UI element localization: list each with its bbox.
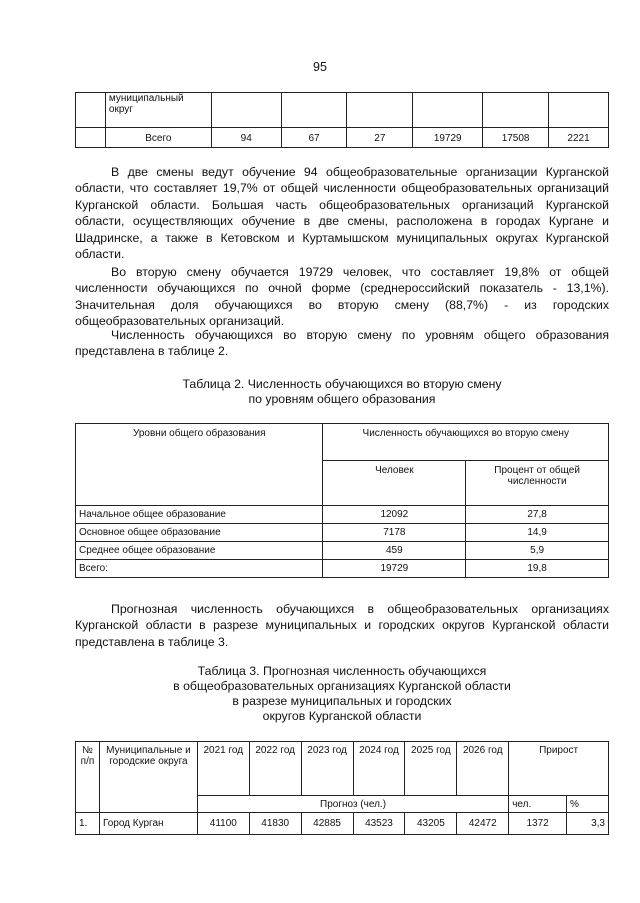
header-year: 2026 год <box>457 742 509 796</box>
total-label: Всего <box>105 128 211 148</box>
header-levels: Уровни общего образования <box>76 424 323 506</box>
header-year: 2021 год <box>197 742 249 796</box>
header-people: Человек <box>323 461 466 506</box>
table-cell: 17508 <box>483 128 549 148</box>
header-district: Муниципальные и городские округа <box>99 742 197 813</box>
header-year: 2025 год <box>405 742 457 796</box>
paragraph-3: Численность обучающихся во вторую смену по уровням общего образования представлена в таблице 2. <box>75 328 609 359</box>
paragraph-1: В две смены ведут обучение 94 общеобразовательные организации Курганской области, что составляет 19,7% от общей численности общеобразовательных организаций Курганской области. Большая часть общеобразовательных организаций Курганской области, осуществляющих обучение в две смены, расположена в городах Кургане и Шадринске, а также в Кетовском и Куртамышском муниципальных округах Курганской области. <box>75 165 609 262</box>
paragraph-4: Прогнозная численность обучающихся в общеобразовательных организациях Курганской области в разрезе муниципальных и городских округов Курганской области представлена в таблице 3. <box>75 602 609 649</box>
table-row: 1. Город Курган 41100 41830 42885 43523 43205 42472 1372 3,3 <box>76 813 609 835</box>
table-3 <box>75 741 609 835</box>
header-year: 2023 год <box>301 742 353 796</box>
header-year: 2024 год <box>353 742 405 796</box>
header-forecast: Прогноз (чел.) <box>197 796 508 813</box>
table-2 <box>75 423 609 578</box>
table-cell-district: муниципальный округ <box>105 93 211 128</box>
page-number: 95 <box>313 60 327 74</box>
table-1-continuation <box>75 92 609 148</box>
table-row: Среднее общее образование 459 5,9 <box>76 542 609 560</box>
table-cell: 2221 <box>549 128 609 148</box>
header-unit-percent: % <box>567 796 609 813</box>
table-cell: 94 <box>211 128 281 148</box>
table-cell: 27 <box>347 128 413 148</box>
header-year: 2022 год <box>249 742 301 796</box>
table-cell: 19729 <box>413 128 483 148</box>
header-num: № п/п <box>76 742 100 813</box>
table-header-row <box>76 424 609 461</box>
table-row: Основное общее образование 7178 14,9 <box>76 524 609 542</box>
table-row: Начальное общее образование 12092 27,8 <box>76 506 609 524</box>
table-cell: 67 <box>281 128 347 148</box>
table-header-row <box>76 742 609 796</box>
header-count: Численность обучающихся во вторую смену <box>323 424 609 461</box>
header-percent: Процент от общей численности <box>466 461 609 506</box>
table-2-caption: Таблица 2. Численность обучающихся во вторую смену по уровням общего образования <box>182 377 502 406</box>
paragraph-2: Во вторую смену обучается 19729 человек, что составляет 19,8% от общей численности обучающихся по очной форме (среднероссийский показатель - 13,1%). Значительная доля обучающихся во вторую смену (88,7%) - из городских общеобразовательных организаций. <box>75 265 609 329</box>
table-total-row: Всего: 19729 19,8 <box>76 560 609 578</box>
table-3-caption: Таблица 3. Прогнозная численность обучающихся в общеобразовательных организациях Курганской области в разрезе муниципальных и городских округов Курганской области <box>173 664 511 723</box>
header-growth: Прирост <box>509 742 609 796</box>
table-total-row <box>76 128 609 148</box>
table-row <box>76 93 609 128</box>
header-unit-people: чел. <box>509 796 567 813</box>
